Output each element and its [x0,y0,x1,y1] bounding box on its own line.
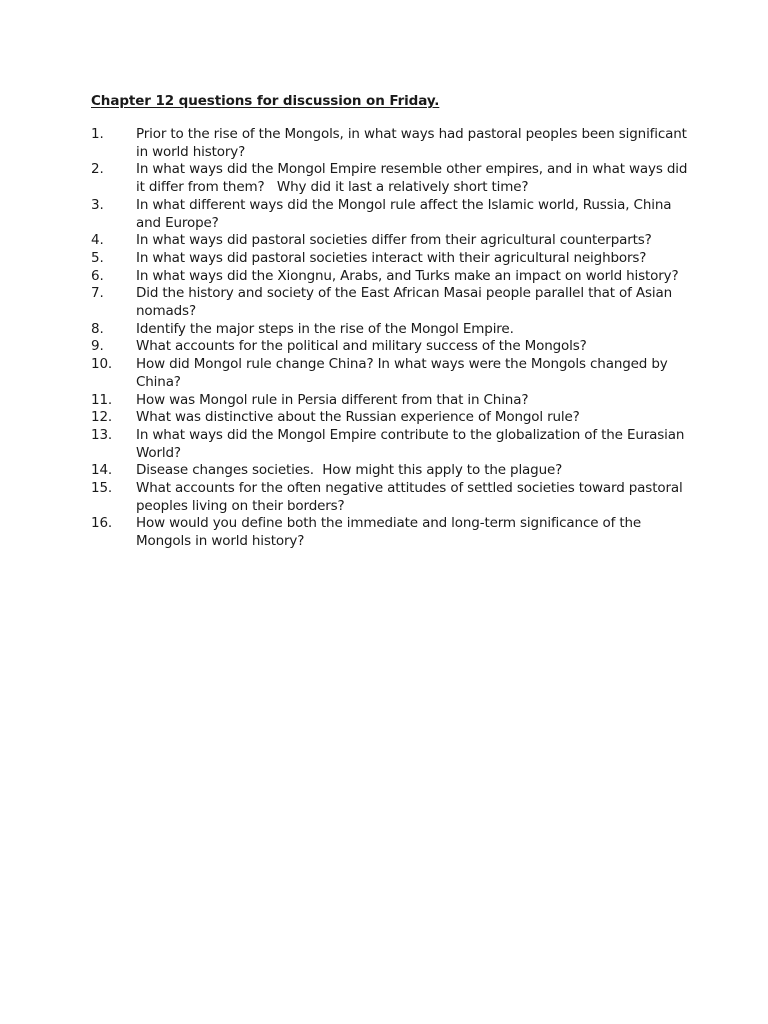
question-number: 3. [91,196,104,213]
question-text: In what ways did the Mongol Empire contribute to the globalization of the Eurasian World? [136,426,689,461]
question-text: In what ways did the Mongol Empire resemble other empires, and in what ways did it differ from them? Why did it last a relatively short time? [136,161,692,196]
question-item [91,338,691,356]
question-text: In what ways did the Xiongnu, Arabs, and Turks make an impact on world history? [136,267,679,284]
question-text: In what different ways did the Mongol rule affect the Islamic world, Russia, China and Europe? [136,196,676,231]
question-text: What accounts for the often negative attitudes of settled societies toward pastoral peoples living on their borders? [136,480,687,514]
question-number: 7. [91,285,104,302]
question-item [91,462,691,480]
question-item [91,427,691,462]
question-number: 6. [91,267,104,284]
question-item [91,161,691,196]
question-text: What accounts for the political and military success of the Mongols? [136,338,587,355]
question-text: Did the history and society of the East African Masai people parallel that of Asian nomads? [136,285,677,320]
question-number: 12. [91,409,113,426]
question-text: In what ways did pastoral societies differ from their agricultural counterparts? [136,232,652,249]
question-item [91,480,691,515]
question-item [91,515,691,550]
question-number: 14. [91,462,113,479]
question-item [91,285,691,320]
question-item [91,268,691,286]
question-number: 8. [91,320,104,337]
question-item [91,250,691,268]
question-item [91,321,691,339]
question-text: Disease changes societies. How might this apply to the plague? [136,462,563,479]
question-item [91,126,691,161]
question-item [91,356,691,391]
question-text: How did Mongol rule change China? In what ways were the Mongols changed by China? [136,356,672,390]
document-title: Chapter 12 questions for discussion on Friday. [91,93,440,109]
question-text: What was distinctive about the Russian experience of Mongol rule? [136,409,580,426]
question-text: Identify the major steps in the rise of the Mongol Empire. [136,320,514,337]
question-number: 9. [91,338,104,355]
question-text: Prior to the rise of the Mongols, in what ways had pastoral peoples been significant in world history? [136,126,691,160]
question-item [91,232,691,250]
question-item [91,197,691,232]
question-number: 16. [91,515,113,532]
question-item [91,392,691,410]
question-number: 1. [91,126,104,142]
question-number: 11. [91,391,113,408]
question-item [91,409,691,427]
question-number: 2. [91,161,104,178]
question-list [91,126,691,551]
question-number: 4. [91,232,104,249]
question-text: How would you define both the immediate and long-term significance of the Mongols in world history? [136,515,646,550]
question-number: 5. [91,249,104,266]
question-text: In what ways did pastoral societies interact with their agricultural neighbors? [136,249,647,266]
question-number: 15. [91,480,113,497]
question-number: 10. [91,356,113,373]
question-text: How was Mongol rule in Persia different from that in China? [136,391,529,408]
document-page [91,92,691,551]
question-number: 13. [91,426,113,443]
